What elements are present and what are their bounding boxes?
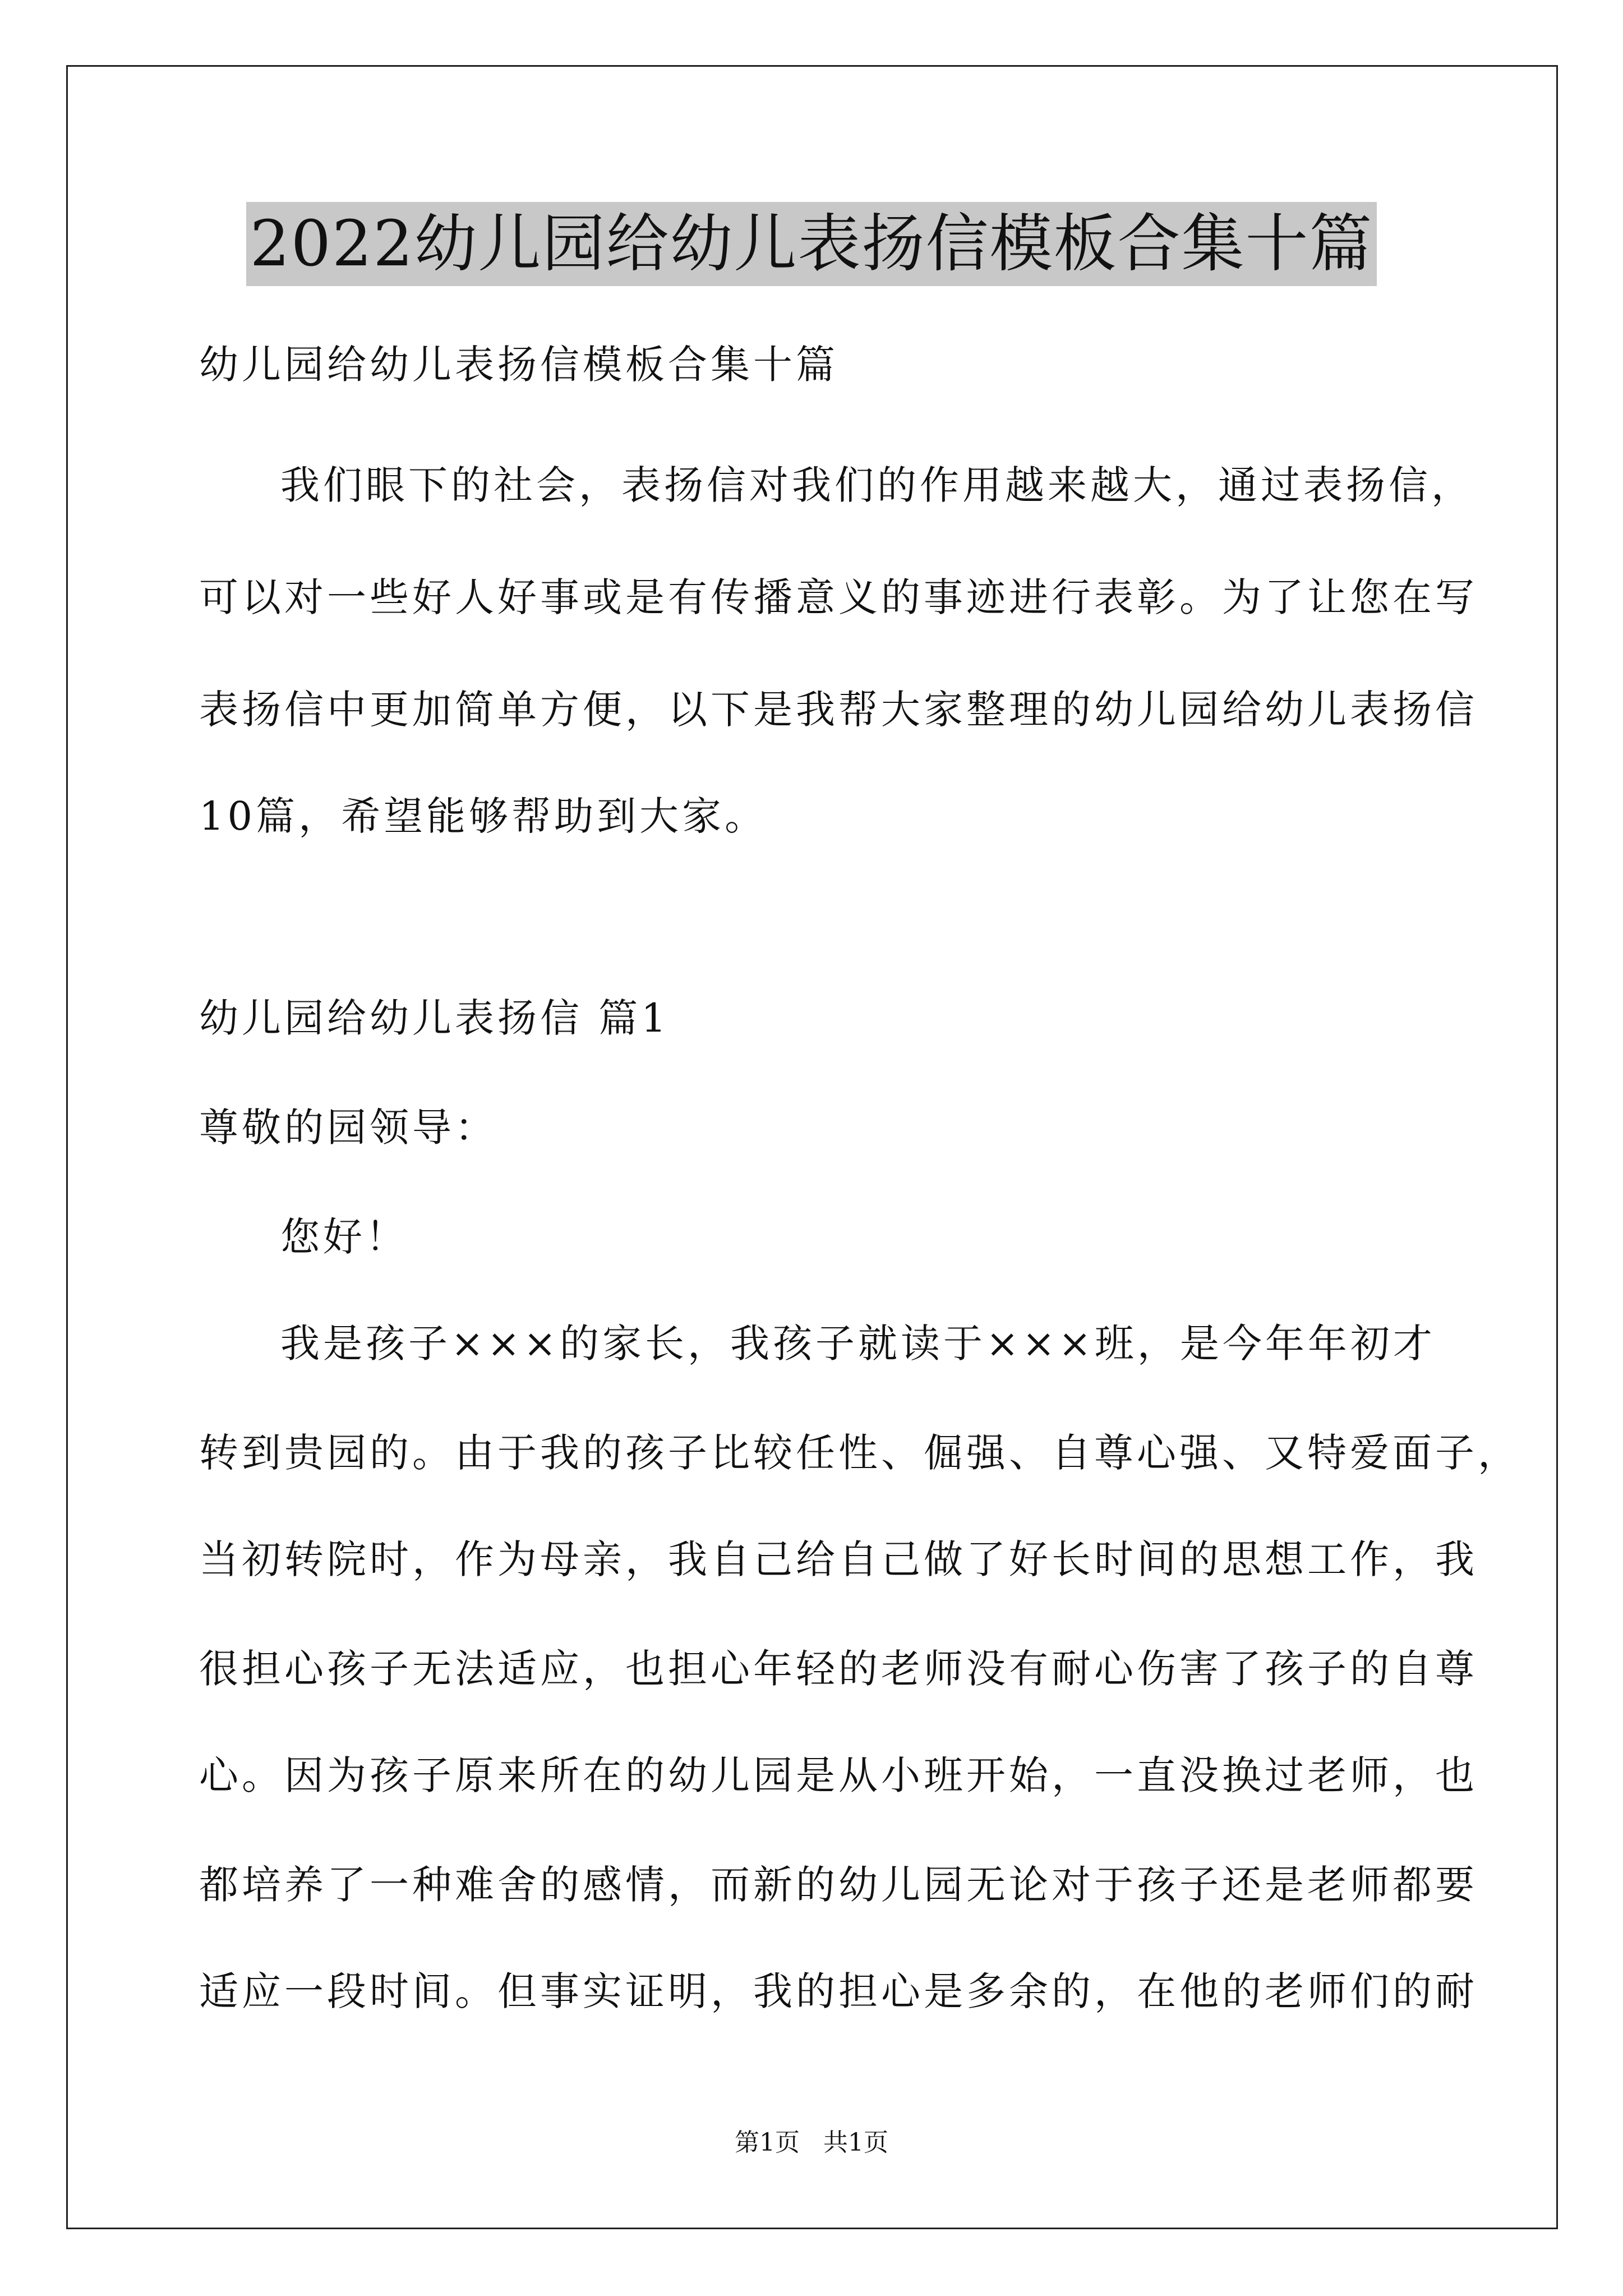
greeting: 您好！ bbox=[280, 1214, 408, 1260]
salutation: 尊敬的园领导： bbox=[199, 1105, 497, 1151]
section-heading: 幼儿园给幼儿表扬信 篇1 bbox=[199, 995, 670, 1041]
paragraph-line: 可以对一些好人好事或是有传播意义的事迹进行表彰。为了让您在写 bbox=[199, 574, 1478, 620]
paragraph-line: 都培养了一种难舍的感情，而新的幼儿园无论对于孩子还是老师都要 bbox=[199, 1862, 1478, 1908]
page-footer: 第1页 共1页 bbox=[735, 2128, 888, 2157]
paragraph-line: 心。因为孩子原来所在的幼儿园是从小班开始，一直没换过老师，也 bbox=[199, 1752, 1478, 1798]
title-container bbox=[0, 202, 1623, 286]
paragraph-line: 适应一段时间。但事实证明，我的担心是多余的，在他的老师们的耐 bbox=[199, 1968, 1478, 2014]
paragraph-line: 当初转院时，作为母亲，我自己给自己做了好长时间的思想工作，我 bbox=[199, 1536, 1478, 1582]
paragraph-line: 我是孩子×××的家长，我孩子就读于×××班，是今年年初才 bbox=[280, 1320, 1436, 1366]
document-title: 2022幼儿园给幼儿表扬信模板合集十篇 bbox=[246, 202, 1376, 286]
paragraph-line: 很担心孩子无法适应，也担心年轻的老师没有耐心伤害了孩子的自尊 bbox=[199, 1646, 1478, 1692]
paragraph-line: 转到贵园的。由于我的孩子比较任性、倔强、自尊心强、又特爱面子， bbox=[199, 1430, 1520, 1476]
paragraph-line: 表扬信中更加简单方便，以下是我帮大家整理的幼儿园给幼儿表扬信 bbox=[199, 687, 1478, 733]
paragraph-line: 10篇，希望能够帮助到大家。 bbox=[199, 793, 768, 839]
subtitle-line: 幼儿园给幼儿表扬信模板合集十篇 bbox=[199, 342, 838, 388]
paragraph-line: 我们眼下的社会，表扬信对我们的作用越来越大，通过表扬信， bbox=[280, 462, 1474, 508]
